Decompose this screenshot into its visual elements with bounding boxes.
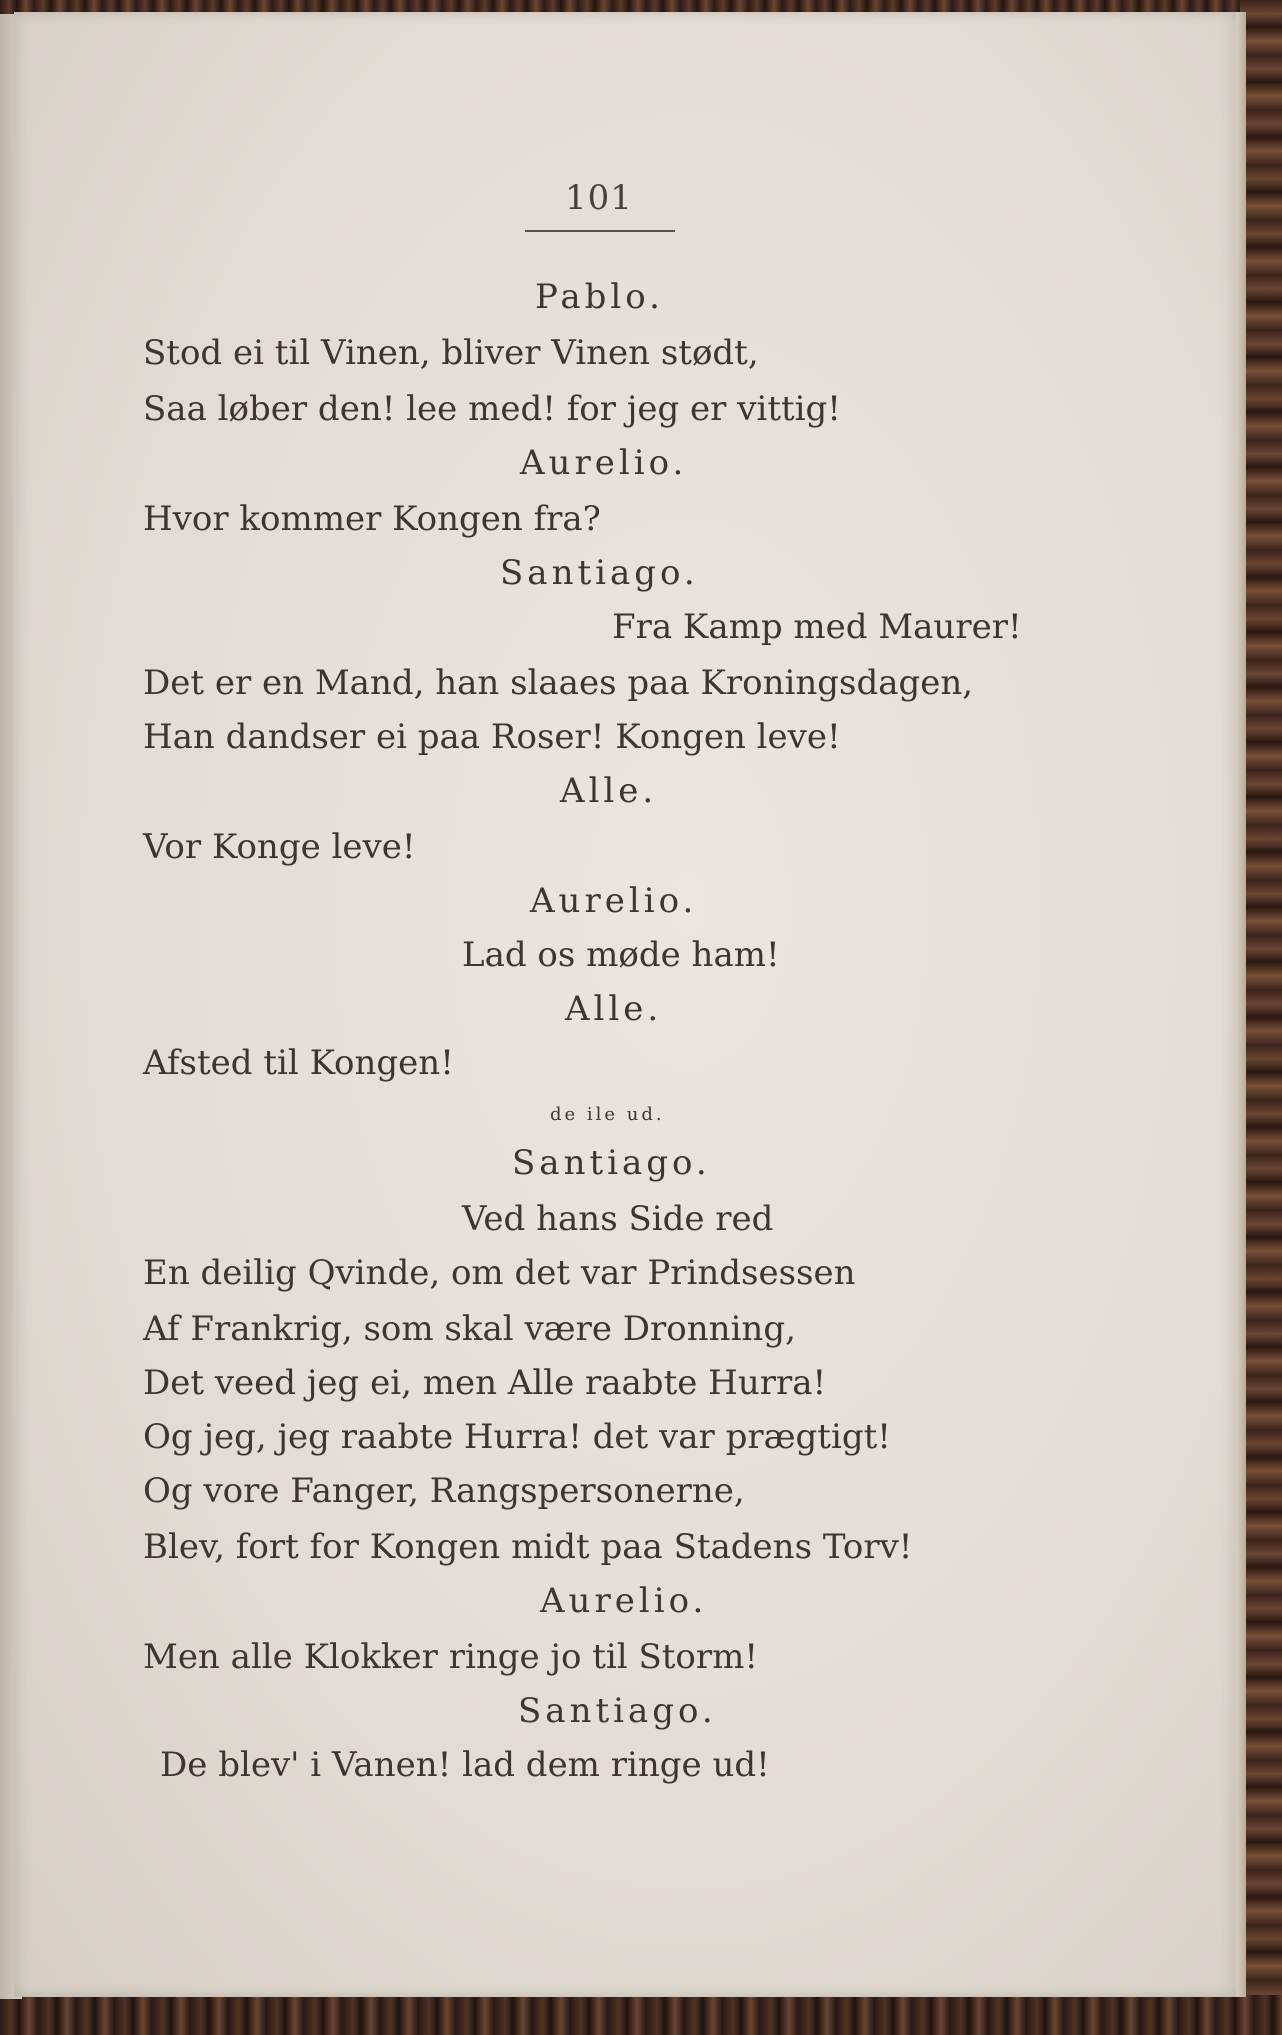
speaker-name: Pablo. — [535, 277, 664, 317]
book-edge-bottom — [0, 1995, 1282, 2035]
verse-line: Ved hans Side red — [462, 1199, 774, 1239]
speaker-name: Santiago. — [512, 1143, 711, 1183]
speaker-name: Santiago. — [518, 1691, 717, 1731]
verse-line: Saa løber den! lee med! for jeg er vittig! — [143, 389, 841, 429]
verse-line: De blev' i Vanen! lad dem ringe ud! — [160, 1745, 770, 1785]
verse-line: Vor Konge leve! — [143, 827, 416, 867]
verse-line: Han dandser ei paa Roser! Kongen leve! — [143, 717, 841, 757]
speaker-name: Alle. — [560, 771, 658, 811]
page-stack-edge — [1236, 12, 1246, 1997]
verse-line: Hvor kommer Kongen fra? — [143, 499, 601, 539]
verse-line: Det er en Mand, han slaaes paa Kroningsdagen, — [143, 663, 974, 703]
speaker-name: Aurelio. — [530, 881, 698, 921]
verse-line: Afsted til Kongen! — [143, 1043, 454, 1083]
book-edge-right — [1240, 0, 1282, 2035]
verse-line: Det veed jeg ei, men Alle raabte Hurra! — [143, 1363, 827, 1403]
verse-line: Og jeg, jeg raabte Hurra! det var prægtigt! — [143, 1417, 891, 1457]
speaker-name: Santiago. — [500, 553, 699, 593]
verse-line: Og vore Fanger, Rangspersonerne, — [143, 1471, 745, 1511]
verse-line: Af Frankrig, som skal være Dronning, — [143, 1309, 796, 1349]
page-number: 101 — [565, 178, 633, 218]
verse-line: En deilig Qvinde, om det var Prindsessen — [143, 1253, 856, 1293]
speaker-name: Alle. — [565, 989, 663, 1029]
verse-line: Men alle Klokker ringe jo til Storm! — [143, 1637, 759, 1677]
verse-line: Lad os møde ham! — [462, 935, 780, 975]
verse-line: Fra Kamp med Maurer! — [612, 607, 1022, 647]
verse-line: Blev, fort for Kongen midt paa Stadens Torv! — [143, 1527, 913, 1567]
verse-line: Stod ei til Vinen, bliver Vinen stødt, — [143, 333, 759, 373]
stage-direction: de ile ud. — [550, 1104, 665, 1125]
page-number-rule — [525, 230, 675, 232]
speaker-name: Aurelio. — [520, 443, 688, 483]
speaker-name: Aurelio. — [540, 1581, 708, 1621]
